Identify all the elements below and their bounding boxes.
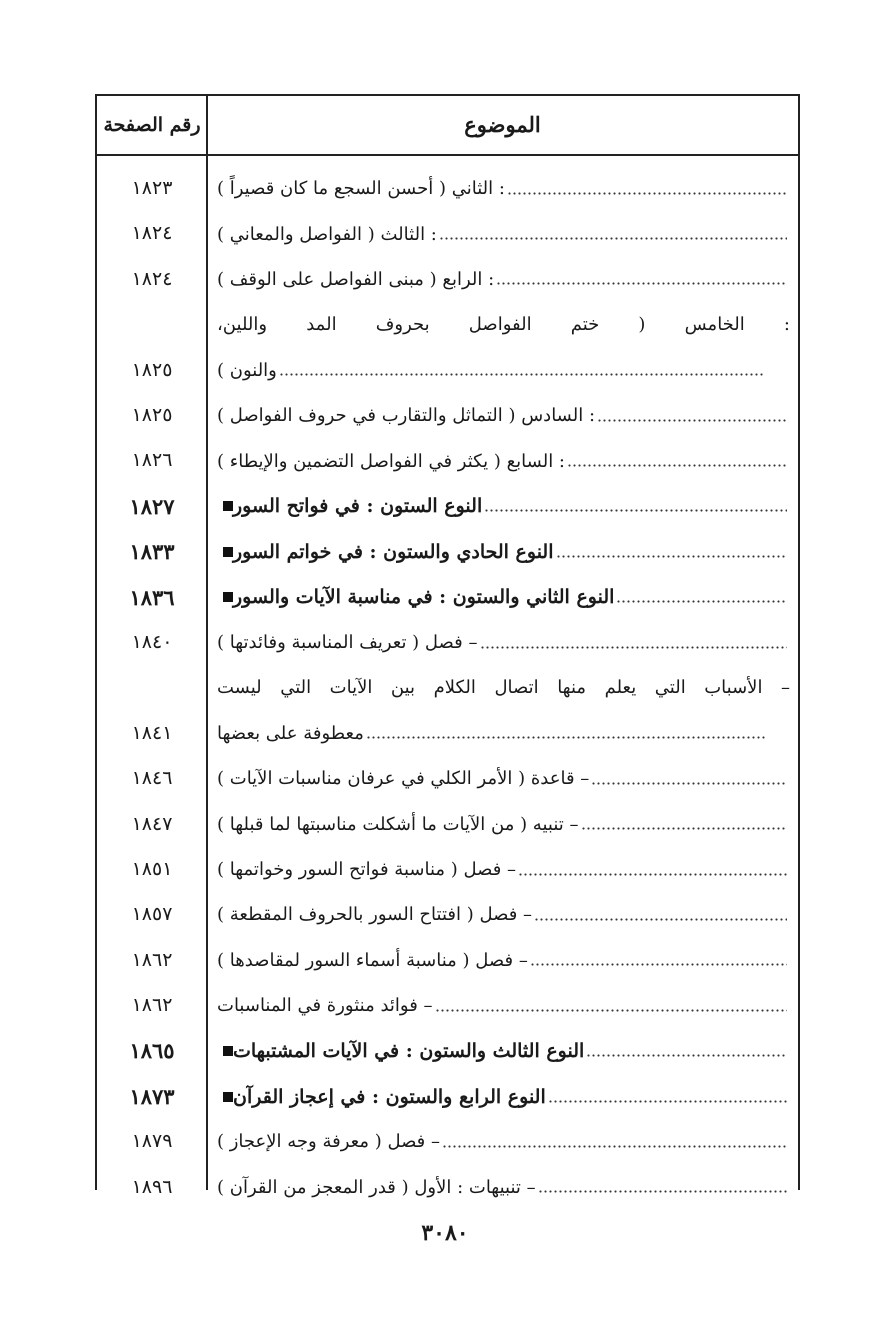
toc-table: [95, 94, 800, 1198]
entry-page: ١٨٢٤: [131, 222, 173, 245]
leader-dots: [480, 636, 788, 650]
leader-dots: [484, 499, 787, 513]
entry-text: – فصل ( معرفة وجه الإعجاز ): [217, 1131, 441, 1153]
toc-row: [97, 393, 798, 438]
toc-entry: [217, 938, 790, 983]
entry-text: – تنبيهات : الأول ( قدر المعجز من القرآن ): [217, 1176, 536, 1198]
toc-entry: [217, 211, 790, 256]
toc-entry: [217, 257, 790, 302]
toc-row: [97, 257, 798, 302]
entry-text: – قاعدة ( الأمر الكلي في عرفان مناسبات الآيات ): [217, 768, 590, 790]
toc-row-chapter: [97, 1028, 798, 1073]
leader-dots: [518, 863, 787, 877]
square-bullet-icon: [223, 592, 233, 602]
entry-text: – فصل ( افتتاح السور بالحروف المقطعة ): [217, 904, 533, 926]
toc-row: [97, 665, 798, 756]
entry-text: – تنبيه ( من الآيات ما أشكلت مناسبتها لما قبلها ): [217, 813, 579, 835]
toc-row-chapter: [97, 1074, 798, 1119]
toc-entry: [217, 892, 790, 937]
entry-text: : السابع ( يكثر في الفواصل التضمين والإيطاء ): [217, 450, 565, 472]
entry-text: النوع الستون : في فواتح السور: [233, 495, 483, 518]
entry-text: النوع الرابع والستون : في إعجاز القرآن: [233, 1085, 546, 1108]
entry-page: ١٨٧٩: [131, 1130, 173, 1153]
entry-text: النوع الثالث والستون : في الآيات المشتبهات: [233, 1040, 585, 1063]
entry-text: – فوائد منثورة في المناسبات: [217, 995, 433, 1017]
entry-text: – فصل ( مناسبة أسماء السور لمقاصدها ): [217, 949, 528, 971]
toc-entry: [217, 711, 768, 756]
toc-row: [97, 1119, 798, 1164]
entry-text: : السادس ( التماثل والتقارب في حروف الفواصل ): [217, 405, 596, 427]
entry-text: النوع الثاني والستون : في مناسبة الآيات والسور: [233, 586, 615, 609]
square-bullet-icon: [223, 1046, 233, 1056]
entry-page: ١٨٦٢: [131, 948, 173, 971]
toc-row: [97, 302, 798, 393]
toc-rows: [97, 166, 798, 1210]
table-header: [97, 96, 798, 156]
entry-text: : الثالث ( الفواصل والمعاني ): [217, 223, 437, 245]
entry-page: ١٨٢٦: [131, 449, 173, 472]
toc-entry: [217, 983, 790, 1028]
entry-page: ١٨٦٥: [129, 1038, 175, 1064]
entry-first-line: : الخامس ( ختم الفواصل بحروف المد واللين،: [217, 314, 790, 336]
entry-text: – فصل ( تعريف المناسبة وفائدتها ): [217, 632, 478, 654]
toc-row: [97, 983, 798, 1028]
entry-page: ١٨٦٢: [131, 994, 173, 1017]
toc-row: [97, 847, 798, 892]
leader-dots: [591, 772, 787, 786]
toc-row: [97, 938, 798, 983]
entry-first-line: – الأسباب التي يعلم منها اتصال الكلام بين الآيات التي ليست: [217, 677, 790, 699]
toc-entry: [217, 348, 768, 393]
entry-page: ١٨٢٧: [129, 493, 175, 519]
header-page-number: رقم الصفحة: [103, 114, 201, 136]
leader-dots: [439, 227, 787, 241]
entry-page: ١٨٢٣: [131, 177, 173, 199]
toc-entry: [217, 620, 790, 665]
entry-page: ١٨٩٦: [131, 1175, 173, 1198]
toc-row: [97, 892, 798, 937]
toc-row-chapter: [97, 529, 798, 574]
entry-text: والنون ): [217, 359, 277, 381]
toc-entry: [217, 1074, 790, 1119]
entry-page: ١٨٥٧: [131, 903, 173, 926]
entry-page: ١٨٢٥: [131, 403, 173, 426]
toc-row-chapter: [97, 484, 798, 529]
entry-text: النوع الحادي والستون : في خواتم السور: [233, 540, 554, 563]
entry-text: : الرابع ( مبنى الفواصل على الوقف ): [217, 268, 495, 290]
toc-entry: [217, 529, 790, 574]
entry-page: ١٨٢٤: [131, 267, 173, 290]
entry-text: – فصل ( مناسبة فواتح السور وخواتمها ): [217, 859, 517, 881]
entry-text: : الثاني ( أحسن السجع ما كان قصيراً ): [217, 178, 505, 200]
toc-entry: [217, 575, 790, 620]
toc-row: [97, 211, 798, 256]
header-topic: الموضوع: [464, 112, 541, 137]
toc-entry: [217, 484, 790, 529]
leader-dots: [366, 726, 765, 740]
toc-entry: [217, 1119, 790, 1164]
toc-row: [97, 166, 798, 211]
toc-entry: [217, 393, 790, 438]
leader-dots: [507, 182, 787, 196]
square-bullet-icon: [223, 1092, 233, 1102]
entry-page: ١٨٤٧: [131, 812, 173, 835]
leader-dots: [279, 363, 765, 377]
square-bullet-icon: [223, 547, 233, 557]
toc-entry: [217, 802, 790, 847]
toc-row-chapter: [97, 575, 798, 620]
leader-dots: [538, 1180, 787, 1194]
toc-row: [97, 438, 798, 483]
leader-dots: [597, 409, 787, 423]
entry-text: معطوفة على بعضها: [217, 722, 364, 744]
leader-dots: [435, 999, 787, 1013]
toc-row: [97, 756, 798, 801]
entry-page: ١٨٢٥: [131, 358, 173, 381]
leader-dots: [556, 545, 787, 559]
toc-entry: [217, 1028, 790, 1073]
entry-page: ١٨٤٠: [131, 630, 173, 653]
toc-entry: [217, 1165, 790, 1210]
entry-page: ١٨٣٣: [129, 539, 175, 565]
square-bullet-icon: [223, 501, 233, 511]
entry-page: ١٨٤١: [131, 721, 173, 744]
toc-entry: [217, 847, 790, 892]
toc-entry: [217, 438, 790, 483]
toc-row: [97, 802, 798, 847]
leader-dots: [581, 817, 788, 831]
leader-dots: [586, 1044, 787, 1058]
leader-dots: [496, 272, 787, 286]
entry-page: ١٨٥١: [131, 857, 173, 880]
toc-entry: [217, 756, 790, 801]
entry-page: ١٨٤٦: [131, 767, 173, 790]
toc-row: [97, 1165, 798, 1210]
leader-dots: [567, 454, 787, 468]
toc-entry: [217, 166, 790, 211]
leader-dots: [548, 1090, 787, 1104]
page-number: ٣٠٨٠: [421, 1220, 469, 1246]
leader-dots: [442, 1135, 787, 1149]
entry-page: ١٨٣٦: [129, 584, 175, 610]
leader-dots: [530, 953, 787, 967]
toc-row: [97, 620, 798, 665]
entry-page: ١٨٧٣: [129, 1083, 175, 1109]
leader-dots: [616, 590, 787, 604]
leader-dots: [534, 908, 787, 922]
